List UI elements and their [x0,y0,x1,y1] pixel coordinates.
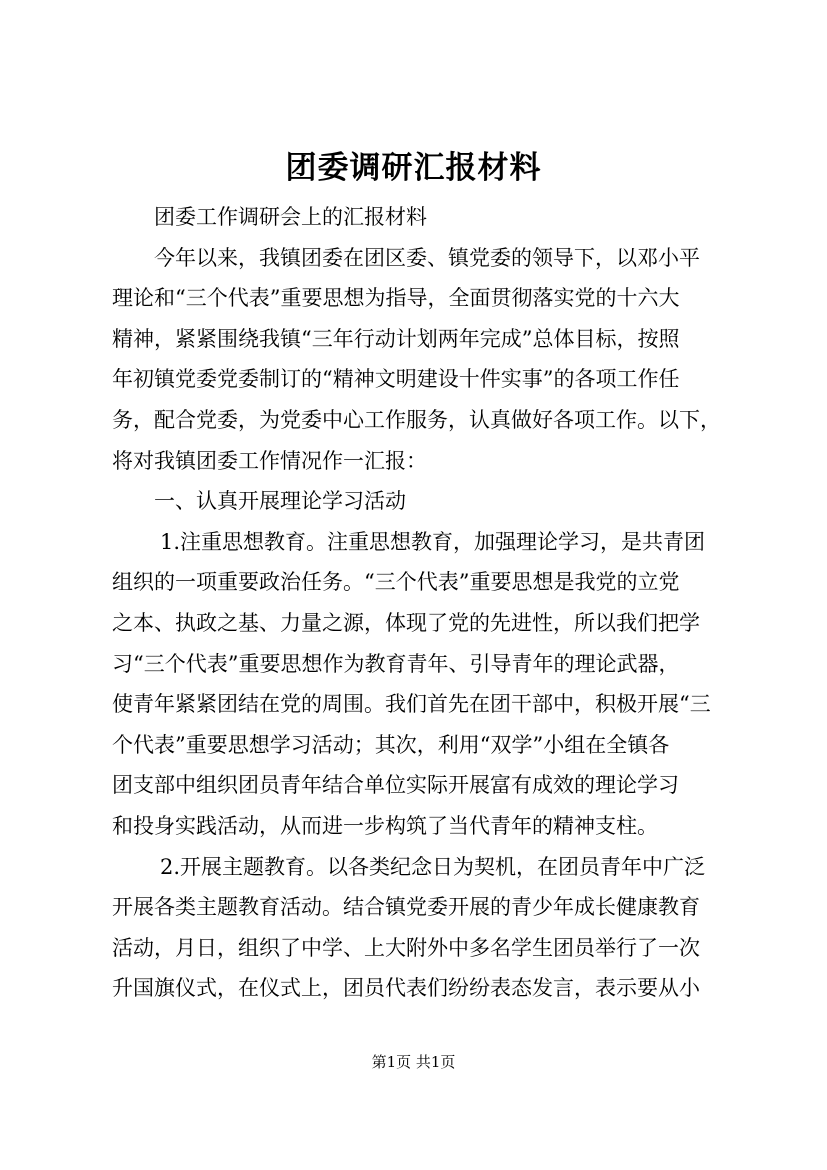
paragraph-line: 活动，月日，组织了中学、上大附外中多名学生团员举行了一次 [112,935,700,960]
paragraph-line: 年初镇党委党委制订的“精神文明建设十件实事”的各项工作任 [112,367,680,392]
paragraph-line: 组织的一项重要政治任务。“三个代表”重要思想是我党的立党 [112,570,680,595]
document-title: 团委调研汇报材料 [285,150,542,186]
paragraph-line: 务，配合党委，为党委中心工作服务，认真做好各项工作。以下， [112,407,721,432]
paragraph-line: 升国旗仪式，在仪式上，团员代表们纷纷表态发言，表示要从小 [112,976,700,1001]
page-footer: 第1页 共1页 [371,1053,456,1071]
document-body [112,197,742,1009]
paragraph-line: 理论和“三个代表”重要思想为指导，全面贯彻落实党的十六大 [112,286,680,311]
paragraph-line: 2.开展主题教育。以各类纪念日为契机，在团员青年中广泛 [160,854,706,879]
paragraph-line: 精神，紧紧围绕我镇“三年行动计划两年完成”总体目标，按照 [112,326,680,351]
paragraph-line: 1.注重思想教育。注重思想教育，加强理论学习，是共青团 [160,529,706,554]
paragraph-line: 使青年紧紧团结在党的周围。我们首先在团干部中，积极开展“三 [112,692,711,717]
paragraph-line: 团支部中组织团员青年结合单位实际开展富有成效的理论学习 [112,773,679,798]
paragraph-line: 开展各类主题教育活动。结合镇党委开展的青少年成长健康教育 [112,895,700,920]
subtitle-line: 团委工作调研会上的汇报材料 [154,205,427,229]
paragraph-line: 将对我镇团委工作情况作一汇报： [112,448,427,473]
paragraph-line: 之本、执政之基、力量之源，体现了党的先进性，所以我们把学 [112,610,700,635]
paragraph-line: 个代表”重要思想学习活动；其次，利用“双学”小组在全镇各 [112,732,670,757]
paragraph-line: 和投身实践活动，从而进一步构筑了当代青年的精神支柱。 [112,813,658,838]
section-heading: 一、认真开展理论学习活动 [154,489,406,514]
paragraph-line: 今年以来，我镇团委在团区委、镇党委的领导下，以邓小平 [154,245,700,270]
paragraph-line: 习“三个代表”重要思想作为教育青年、引导青年的理论武器， [112,651,680,676]
